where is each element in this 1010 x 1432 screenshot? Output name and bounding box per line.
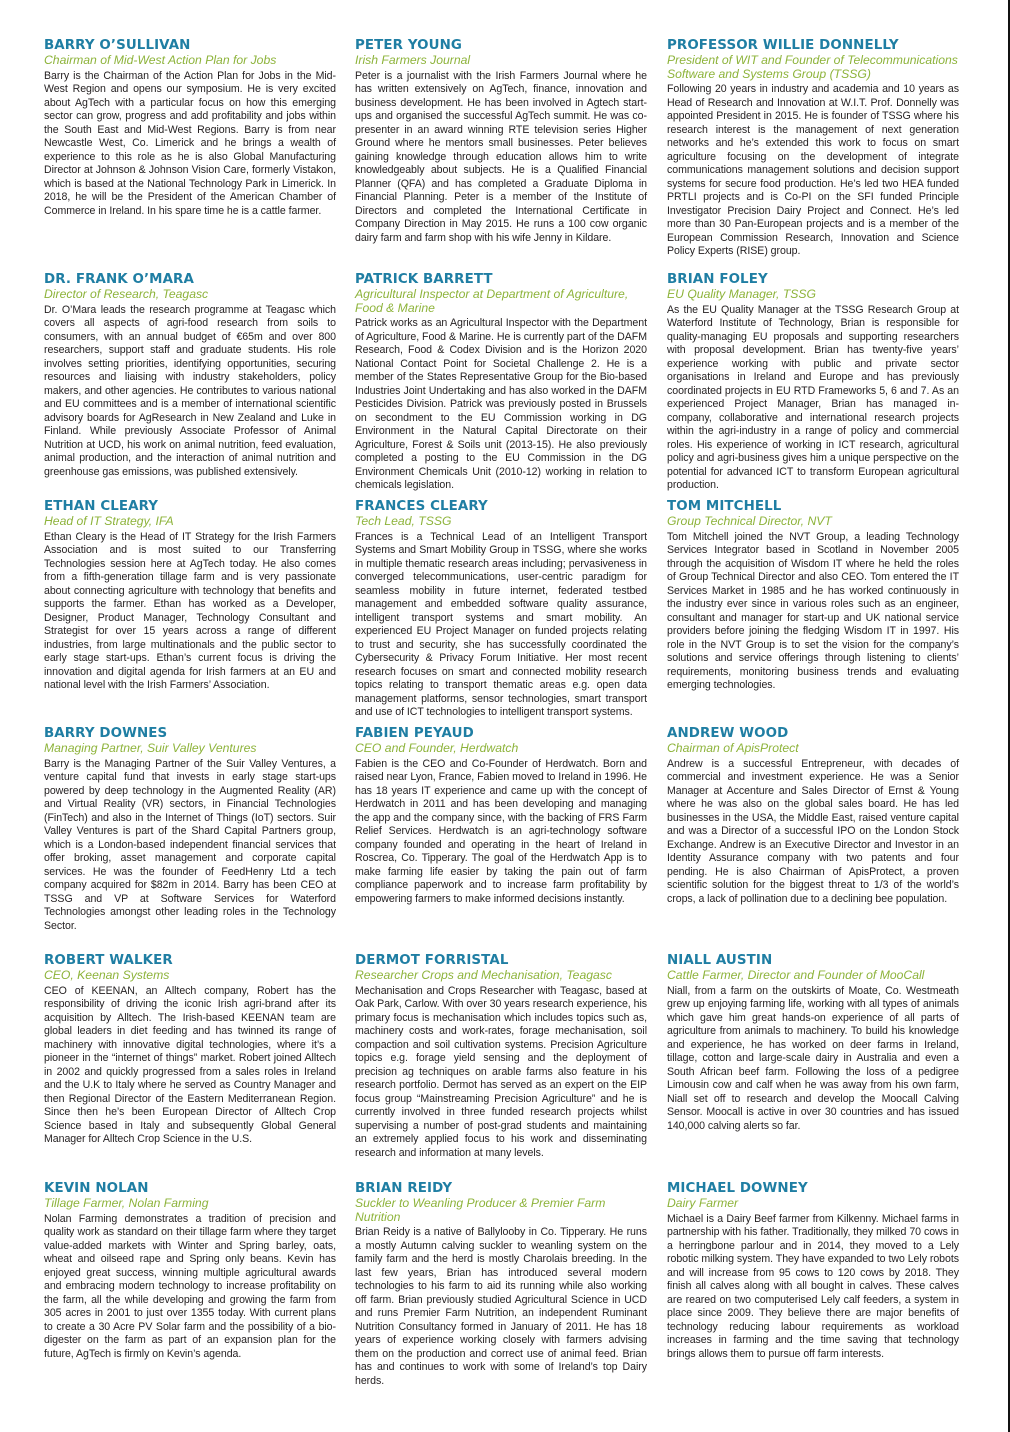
speaker-bio-brian-reidy — [355, 1181, 647, 1388]
speaker-role: Tech Lead, TSSG — [355, 514, 452, 528]
speaker-name: PETER YOUNG — [355, 38, 462, 53]
speaker-name: DR. FRANK O’MARA — [44, 272, 194, 287]
speaker-description: Peter is a journalist with the Irish Farmers Journal where he has written extensively on AgTech, finance, innovation and business development. He has been involved in Agtech start-ups and organised the successful AgTech summit. He was co-presenter in an award winning RTE television series Higher Ground where he mentors small businesses. Peter believes gaining knowledge through education allows him to write knowledgeably about subjects. He is a Qualified Financial Planner (QFA) and has completed a Graduate Diploma in Financial Planning. Peter is a member of the Institute of Directors and completed the International Certificate in Company Direction in May 2015. He runs a 100 cow organic dairy farm and farm shop with his wife Jenny in Kildare. — [355, 69, 647, 244]
speaker-bio-peter-young — [355, 38, 647, 245]
speaker-bio-frances-cleary — [355, 499, 647, 720]
speaker-description: Tom Mitchell joined the NVT Group, a leading Technology Services Integrator based in Scotland in November 2005 through the acquisition of Wisdom IT where he held the roles of Group Technical Director and also CEO. Tom entered the IT Services Market in 1985 and he has worked continuously in the industry ever since in various roles such as an engineer, consultant and manager for start-up and UK national service providers before joining the fledging Wisdom IT in 1997. His role in the NVT Group is to set the vision for the company’s solutions and service offerings through listening to clients’ requirements, monitoring business trends and evaluating emerging technologies. — [667, 530, 959, 691]
speaker-description: Nolan Farming demonstrates a tradition of precision and quality work as standard on their tillage farm where they target value-added markets with Winter and Spring barley, oats, wheat and oilseed rape and Spring only beans. Kevin has enjoyed great success, winning multiple agricultural awards and embracing modern technology to increase profitability on the farm, all the while developing and growing the farm from 305 acres in 2001 to just over 1355 today. With current plans to create a 30 Acre PV Solar farm and the possibility of a bio-digester on the farm as part of an expansion plan for the future, AgTech is firmly on Kevin’s agenda. — [44, 1212, 336, 1360]
speaker-name: BARRY O’SULLIVAN — [44, 38, 191, 53]
speaker-bio-tom-mitchell — [667, 499, 959, 693]
speaker-description: Niall, from a farm on the outskirts of Moate, Co. Westmeath grew up enjoying farming life, working with all types of animals which gave him great hands-on experience of all parts of agriculture from animals to machinery. To build his knowledge and experience, he has worked on deer farms in Ireland, tillage, cotton and large-scale dairy in Australia and even a South African beef farm. Following the loss of a pedigree Limousin cow and calf when he was away from his own farm, Niall set off to research and develop the Moocall Calving Sensor. Moocall is active in over 30 countries and has issued 140,000 calving alerts so far. — [667, 984, 959, 1132]
speaker-bio-barry-osullivan — [44, 38, 336, 218]
speaker-name: ETHAN CLEARY — [44, 499, 159, 514]
speaker-name: PROFESSOR WILLIE DONNELLY — [667, 38, 899, 53]
speaker-bio-michael-downey — [667, 1181, 959, 1361]
speaker-role: Chairman of ApisProtect — [667, 741, 799, 755]
speaker-bio-kevin-nolan — [44, 1181, 336, 1361]
speaker-bio-robert-walker — [44, 953, 336, 1147]
speaker-description: Following 20 years in industry and academia and 10 years as Head of Research and Innovation at W.I.T. Prof. Donnelly was appointed President in 2015. He is founder of TSSG where his research interest is the management of next generation networks and he’s extended this work to focus on smart agriculture focusing on the development of integrate communications management solutions and decision support systems for secure food production. He’s led two HEA funded PRTLI projects and is Co-PI on the SFI funded Principle Investigator Precision Dairy Project and Connect. He’s led more than 30 Pan-European projects and is a member of the European Commission Research, Innovation and Science Policy Experts (RISE) group. — [667, 83, 959, 257]
speaker-name: PATRICK BARRETT — [355, 272, 493, 287]
speaker-name: FRANCES CLEARY — [355, 499, 488, 514]
speaker-role: President of WIT and Founder of Telecommunications Software and Systems Group (TSSG) — [667, 53, 958, 81]
speaker-bio-brian-foley — [667, 272, 959, 493]
speaker-name: NIALL AUSTIN — [667, 953, 773, 968]
speaker-bio-fabien-peyaud — [355, 726, 647, 906]
speaker-role: Managing Partner, Suir Valley Ventures — [44, 741, 257, 755]
speaker-role: Director of Research, Teagasc — [44, 287, 209, 301]
speaker-role: CEO, Keenan Systems — [44, 968, 170, 982]
speaker-description: Frances is a Technical Lead of an Intelligent Transport Systems and Smart Mobility Group in TSSG, where she works in multiple thematic research areas including; pervasiveness in converged telecommunications, user-centric paradigm for seamless mobility in future internet, federated testbed management and embedded software quality assurance, intelligent transport systems and smart mobility. An experienced EU Project Manager on funded projects relating to trust and security, she has successfully coordinated the Cybersecurity & Privacy Forum Initiative. Her most recent research focuses on smart and connected mobility research topics relating to transport thematic areas e.g. open data management platforms, sensor technologies, smart transport and use of ICT technologies to intelligent transport systems. — [355, 530, 647, 718]
speaker-bio-ethan-cleary — [44, 499, 336, 693]
speaker-role: Researcher Crops and Mechanisation, Teagasc — [355, 968, 612, 982]
speaker-name: TOM MITCHELL — [667, 499, 782, 514]
speaker-role: Dairy Farmer — [667, 1196, 739, 1210]
speaker-name: FABIEN PEYAUD — [355, 726, 474, 741]
speaker-bio-dermot-forristal — [355, 953, 647, 1160]
speaker-bio-niall-austin — [667, 953, 959, 1133]
speaker-role: Head of IT Strategy, IFA — [44, 514, 174, 528]
speaker-role: Group Technical Director, NVT — [667, 514, 832, 528]
speaker-role: EU Quality Manager, TSSG — [667, 287, 817, 301]
speaker-description: Barry is the Chairman of the Action Plan for Jobs in the Mid-West Region and opens our symposium. He is very excited about AgTech with a particular focus on how this emerging sector can grow, progress and add profitability and jobs within the South East and Mid-West Regions. Barry is from near Newcastle West, Co. Limerick and he brings a wealth of experience to this role as he is also Global Manufacturing Director at Johnson & Johnson Vision Care, formerly Vistakon, which is based at the National Technology Park in Limerick. In 2018, he will be the President of the American Chamber of Commerce in Ireland. In his spare time he is a cattle farmer. — [44, 69, 336, 217]
speaker-name: MICHAEL DOWNEY — [667, 1181, 808, 1196]
speaker-role: Irish Farmers Journal — [355, 53, 471, 67]
speaker-bio-willie-donnelly — [667, 38, 959, 259]
speaker-description: CEO of KEENAN, an Alltech company, Robert has the responsibility of driving the iconic Irish agri-brand after its acquisition by Alltech. The Irish-based KEENAN team are global leaders in diet feeding and has twinned its range of machinery with innovative digital technologies, where it’s a pioneer in the “internet of things” market. Robert joined Alltech in 2002 and quickly progressed from a sales roles in Ireland and the U.K to Italy where he served as Country Manager and then Regional Director of the Eastern Mediterranean Region. Since then he’s been European Director of Alltech Crop Science based in Italy and subsequently Global General Manager for Alltech Crop Science in the U.S. — [44, 984, 336, 1145]
speaker-description: Andrew is a successful Entrepreneur, with decades of commercial and investment experience. He was a Senior Manager at Accenture and Sales Director of Ernst & Young where he was also on the global sales board. He has led businesses in the USA, the Middle East, raised venture capital and was a Director of a successful IPO on the London Stock Exchange. Andrew is an Executive Director and Investor in an Identity Assurance company with two patents and four pending. He is also Chairman of ApisProtect, a proven scientific solution for the biggest threat to 1/3 of the world’s crops, a lack of pollination due to a declining bee population. — [667, 757, 959, 905]
speaker-role: Tillage Farmer, Nolan Farming — [44, 1196, 209, 1210]
speaker-role: CEO and Founder, Herdwatch — [355, 741, 519, 755]
speaker-bio-frank-omara — [44, 272, 336, 479]
speaker-name: ROBERT WALKER — [44, 953, 173, 968]
speaker-name: BRIAN REIDY — [355, 1181, 453, 1196]
speaker-description: Barry is the Managing Partner of the Suir Valley Ventures, a venture capital fund that invests in early stage start-ups powered by deep technology in the Augmented Reality (AR) and Virtual Reality (VR) sectors, in Financial Technologies (FinTech) and also in the Internet of Things (IoT) sectors. Suir Valley Ventures is part of the Shard Capital Partners group, which is a London-based independent financial services that offer broking, asset management and corporate capital services. He was the founder of FeedHenry Ltd a tech company acquired for $82m in 2014. Barry has been CEO at TSSG and VP at Software Services for Waterford Technologies amongst other leading roles in the Technology Sector. — [44, 757, 336, 932]
speaker-bio-barry-downes — [44, 726, 336, 933]
speaker-description: Brian Reidy is a native of Ballylooby in Co. Tipperary. He runs a mostly Autumn calving suckler to weanling system on the family farm and the herd is mostly Charolais breeding. In the last few years, Brian has introduced several modern technologies to his farm to aid its running while also working off farm. Brian previously studied Agricultural Science in UCD and runs Premier Farm Nutrition, an independent Ruminant Nutrition Consultancy formed in January of 2011. He has 18 years of experience working closely with farmers advising them on the production and correct use of animal feed. Brian has and continues to work with some of Ireland’s top Dairy herds. — [355, 1226, 647, 1387]
speaker-name: DERMOT FORRISTAL — [355, 953, 509, 968]
speaker-name: BARRY DOWNES — [44, 726, 168, 741]
speaker-description: Mechanisation and Crops Researcher with Teagasc, based at Oak Park, Carlow. With over 30 years research experience, his primary focus is mechanisation which includes topics such as, machinery costs and work-rates, forage mechanisation, soil compaction and soil cultivation systems. Precision Agriculture topics e.g. forage yield sensing and the deployment of precision ag techniques on arable farms also feature in his research portfolio. Dermot has served as an expert on the EIP focus group “Mainstreaming Precision Agriculture” and he is currently involved in three funded research projects whilst supervising a number of post-grad students and maintaining an extremely applied focus to his work and disseminating research and information at many levels. — [355, 984, 647, 1159]
speaker-role: Cattle Farmer, Director and Founder of MooCall — [667, 968, 925, 982]
speaker-name: ANDREW WOOD — [667, 726, 789, 741]
speaker-bio-patrick-barrett — [355, 272, 647, 493]
speaker-description: As the EU Quality Manager at the TSSG Research Group at Waterford Institute of Technology, Brian is responsible for quality-managing EU proposals and supporting researchers with proposal development. Brian has twenty-five years’ experience working with public and private sector organisations in Ireland and Europe and has previously coordinated projects in EU RTD Frameworks 5, 6 and 7. As an experienced Project Manager, Brian has managed in-company, collaborative and international research projects within the agri-industry in a range of policy and commercial roles. His experience of working in ICT research, agricultural policy and agri-business gives him a unique perspective on the potential for advanced ICT to transform European agricultural production. — [667, 303, 959, 491]
speaker-description: Ethan Cleary is the Head of IT Strategy for the Irish Farmers Association and is most suited to our Transferring Technologies session here at AgTech today. He also comes from a fifth-generation tillage farm and is very passionate about connecting agriculture with technology that benefits and supports the farmer. Ethan has worked as a Developer, Designer, Product Manager, Technology Consultant and Strategist for over 15 years across a range of different industries, from large multinationals and the public sector to early stage start-ups. Ethan’s current focus is driving the innovation and digital agenda for Irish farmers at an EU and national level with the Irish Farmers’ Association. — [44, 530, 336, 691]
speaker-name: KEVIN NOLAN — [44, 1181, 149, 1196]
speaker-role: Suckler to Weanling Producer & Premier Farm Nutrition — [355, 1196, 606, 1224]
speaker-description: Fabien is the CEO and Co-Founder of Herdwatch. Born and raised near Lyon, France, Fabien moved to Ireland in 1996. He has 18 years IT experience and came up with the concept of Herdwatch in 2011 and has been developing and managing the app and the company since, with the backing of FRS Farm Relief Services. Herdwatch is an agri-technology software company founded and operating in the heart of Ireland in Roscrea, Co. Tipperary. The goal of the Herdwatch App is to make farming life easier by taking the pain out of farm compliance paperwork and to increase farm profitability by empowering farmers to make informed decisions instantly. — [355, 757, 647, 905]
speaker-bio-andrew-wood — [667, 726, 959, 906]
speaker-description: Michael is a Dairy Beef farmer from Kilkenny. Michael farms in partnership with his father. Traditionally, they milked 70 cows in a herringbone parlour and in 2014, they moved to a Lely robotic milking system. They have expanded to two Lely robots and will increase from 95 cows to 120 cows by 2018. They finish all calves along with all bought in calves. These calves are reared on two computerised Lely calf feeders, a system in place since 2009. They believe there are major benefits of technology reducing labour requirements as workload increases in farming and the time saving that technology brings allows them to pursue off farm interests. — [667, 1212, 959, 1360]
speaker-name: BRIAN FOLEY — [667, 272, 768, 287]
speaker-role: Agricultural Inspector at Department of Agriculture, Food & Marine — [355, 287, 629, 315]
speaker-description: Dr. O’Mara leads the research programme at Teagasc which covers all aspects of agri-food research from soils to consumers, with an annual budget of €65m and over 800 researchers, support staff and graduate students. His role involves setting priorities, identifying opportunities, securing resources and liaising with industry stakeholders, policy makers, and other agencies. He contributes to various national and EU committees and is a member of international scientific advisory boards for AgResearch in New Zealand and Luke in Finland. While previously Associate Professor of Animal Nutrition at UCD, his work on animal nutrition, feed evaluation, animal production, and the interaction of animal nutrition and greenhouse gas emissions, was published extensively. — [44, 303, 336, 478]
speaker-description: Patrick works as an Agricultural Inspector with the Department of Agriculture, Food & Marine. He is currently part of the DAFM Research, Food & Codex Division and is the Horizon 2020 National Contact Point for Societal Challenge 2. He is a member of the States Representative Group for the Bio-based Industries Joint Undertaking and has also worked in the DAFM Pesticides Division. Patrick was previously posted in Brussels on secondment to the EU Commission working in DG Environment in the Natural Capital Directorate on their Agriculture, Forest & Soils unit (2013-15). He also previously completed a posting to the EU Commission in the DG Environment Chemicals Unit (2010-12) working in relation to chemicals legislation. — [355, 317, 647, 491]
speaker-role: Chairman of Mid-West Action Plan for Jobs — [44, 53, 277, 67]
